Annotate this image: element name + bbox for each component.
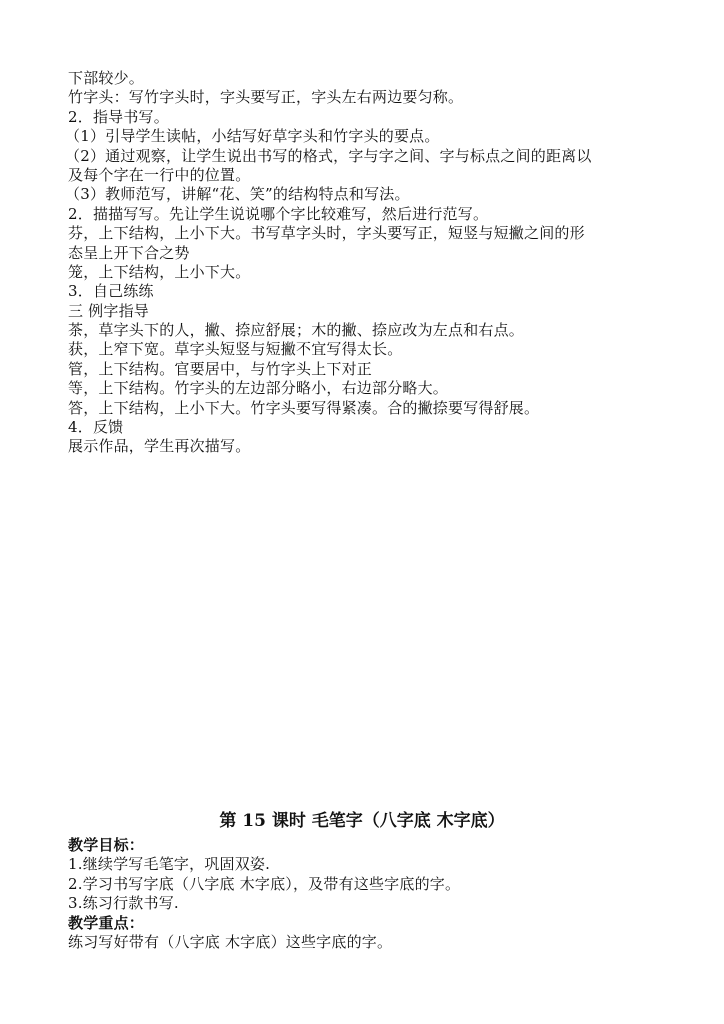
text-line: 笼，上下结构，上小下大。 <box>68 262 251 281</box>
text-line: 2．指导书写。 <box>68 107 169 126</box>
text-line: 展示作品，学生再次描写。 <box>68 437 251 456</box>
lesson-plan-section <box>68 836 668 952</box>
lesson-body-continued <box>65 69 668 457</box>
text-line: （2）通过观察，让学生说出书写的格式，字与字之间、字与标点之间的距离以 <box>65 146 592 165</box>
text-line: 答，上下结构，上小下大。竹字头要写得紧凑。合的撇捺要写得舒展。 <box>68 398 540 417</box>
key-points-heading: 教学重点： <box>68 913 145 932</box>
text-line: （3）教师范写，讲解“花、笑”的结构特点和写法。 <box>65 185 410 204</box>
text-line: 2．描描写写。先让学生说说哪个字比较难写，然后进行范写。 <box>68 204 489 223</box>
text-line: 三 例字指导 <box>68 301 149 320</box>
text-line: 及每个字在一行中的位置。 <box>68 165 251 184</box>
objectives-heading: 教学目标： <box>68 836 145 854</box>
text-line: 4．反馈 <box>68 418 124 437</box>
text-line: 获，上窄下宽。草字头短竖与短撇不宜写得太长。 <box>68 340 403 359</box>
objective-item: 2.学习书写字底（八字底 木字底），及带有这些字底的字。 <box>68 874 461 893</box>
text-line: 管，上下结构。官要居中，与竹字头上下对正 <box>68 359 373 378</box>
text-line: 芬，上下结构，上小下大。书写草字头时，字头要写正，短竖与短撇之间的形 <box>68 224 585 243</box>
objective-item: 3.练习行款书写. <box>68 894 179 913</box>
text-line: 3．自己练练 <box>68 282 154 301</box>
text-line: 等，上下结构。竹字头的左边部分略小，右边部分略大。 <box>68 379 449 398</box>
objective-item: 1.继续学写毛笔字，巩固双姿. <box>68 855 271 874</box>
text-line: 下部较少。 <box>68 69 145 87</box>
text-line: 竹字头：写竹字头时，字头要写正，字头左右两边要匀称。 <box>68 88 464 107</box>
lesson-title: 第 15 课时 毛笔字（八字底 木字底） <box>219 811 505 831</box>
key-point-item: 练习写好带有（八字底 木字底）这些字底的字。 <box>68 932 393 951</box>
text-line: 茶，草字头下的人，撇、捺应舒展；木的撇、捺应改为左点和右点。 <box>68 321 525 340</box>
text-line: （1）引导学生读帖，小结写好草字头和竹字头的要点。 <box>65 127 440 146</box>
text-line: 态呈上开下合之势 <box>68 243 190 262</box>
